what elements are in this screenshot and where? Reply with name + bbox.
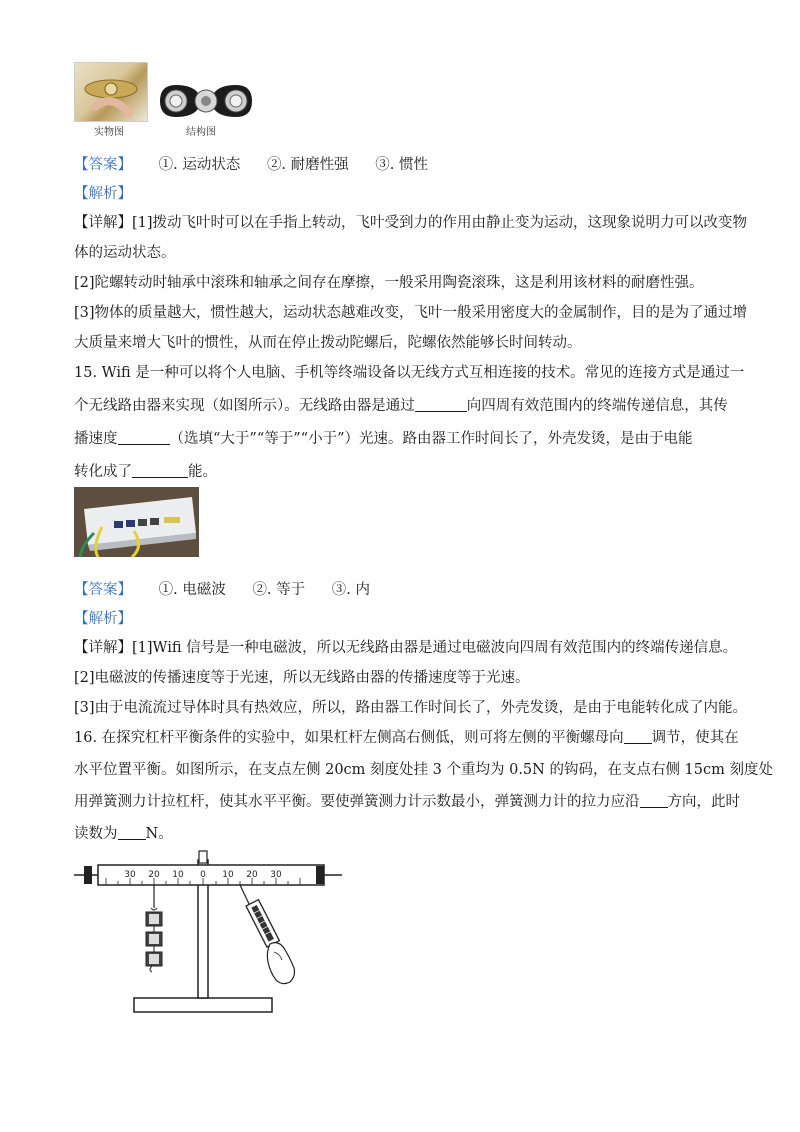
router-photo xyxy=(74,487,199,557)
detail-tag: 【详解】 xyxy=(74,640,132,656)
answer-blank xyxy=(640,793,668,808)
q15-detail-2: [2]电磁波的传播速度等于光速，所以无线路由器的传播速度等于光速。 xyxy=(74,670,530,686)
scale-label: 20 xyxy=(246,870,258,880)
answer-blank xyxy=(415,397,467,412)
q15-line-2: 个无线路由器来实现（如图所示）。无线路由器是通过 向四周有效范围内的终端传递信息，其传 xyxy=(74,398,728,414)
scale-label: 10 xyxy=(172,870,184,880)
stand-base xyxy=(134,998,272,1012)
q15-answer-line xyxy=(74,580,734,600)
spinner-structure-diagram xyxy=(158,82,254,120)
answer-tag: 【答案】 xyxy=(74,157,132,173)
q14-answer-line xyxy=(74,155,734,175)
q15-line-1: 15. Wifi 是一种可以将个人电脑、手机等终端设备以无线方式互相连接的技术。常见的连接方式是通过一 xyxy=(74,365,745,381)
scale-label: 0 xyxy=(200,870,206,880)
answer-item: ③. 内 xyxy=(331,582,370,598)
balance-nut-right xyxy=(316,866,324,884)
q14-detail-3a: [3]物体的质量越大，惯性越大，运动状态越难改变，飞叶一般采用密度大的金属制作，目的是为了通过增 xyxy=(74,305,748,321)
answer-blank xyxy=(118,430,170,445)
hand xyxy=(267,943,294,984)
spinner-photo xyxy=(74,62,148,122)
answer-item: ②. 耐磨性强 xyxy=(266,157,349,173)
q16-line-4: 读数为 N。 xyxy=(74,826,173,842)
q15-detail-1: 【详解】[1]Wifi 信号是一种电磁波，所以无线路由器是通过电磁波向四周有效范围内的终端传递信息。 xyxy=(74,640,738,656)
scale-label: 30 xyxy=(270,870,282,880)
answer-item: ①. 电磁波 xyxy=(158,582,226,598)
balance-nut-left xyxy=(84,866,92,884)
answer-blank xyxy=(132,463,188,478)
q14-detail-2: [2]陀螺转动时轴承中滚珠和轴承之间存在摩擦，一般采用陶瓷滚珠，这是利用该材料的耐磨性强。 xyxy=(74,275,704,291)
q15-line-4: 转化成了 能。 xyxy=(74,464,217,480)
scale-label: 30 xyxy=(124,870,136,880)
hooked-weights xyxy=(146,885,162,972)
answer-item: ③. 惯性 xyxy=(375,157,428,173)
q16-line-2: 水平位置平衡。如图所示，在支点左侧 20cm 刻度处挂 3 个重均为 0.5N 的钩码，在支点右侧 15cm 刻度处 xyxy=(74,762,773,778)
q14-detail-1b: 体的运动状态。 xyxy=(74,245,176,261)
answer-blank xyxy=(118,825,146,840)
q14-detail-3b: 大质量来增大飞叶的惯性，从而在停止拨动陀螺后，陀螺依然能够长时间转动。 xyxy=(74,335,582,351)
q15-detail-3: [3]由于电流流过导体时具有热效应，所以，路由器工作时间长了，外壳发烫，是由于电能转化成了内能。 xyxy=(74,700,748,716)
photo-caption: 实物图 xyxy=(94,127,124,138)
q14-detail-1a: 【详解】[1]拨动飞叶时可以在手指上转动，飞叶受到力的作用由静止变为运动，这现象说明力可以改变物 xyxy=(74,215,748,231)
diagram-caption: 结构图 xyxy=(186,127,216,138)
scale-label: 20 xyxy=(148,870,160,880)
detail-tag: 【详解】 xyxy=(74,215,132,231)
q16-line-3: 用弹簧测力计拉杠杆，使其水平平衡。要使弹簧测力计示数最小，弹簧测力计的拉力应沿 方向，此时 xyxy=(74,794,740,810)
spring-scale xyxy=(240,885,279,947)
answer-tag: 【答案】 xyxy=(74,582,132,598)
q16-line-1: 16. 在探究杠杆平衡条件的实验中，如果杠杆左侧高右侧低，则可将左侧的平衡螺母向 调节，使其在 xyxy=(74,730,739,746)
scale-label: 10 xyxy=(222,870,234,880)
answer-item: ②. 等于 xyxy=(252,582,306,598)
q15-line-3: 播速度 （选填“大于”“等于”“小于”）光速。路由器工作时间长了，外壳发烫，是由于电能 xyxy=(74,431,693,447)
answer-blank xyxy=(624,729,652,744)
answer-item: ①. 运动状态 xyxy=(158,157,241,173)
analysis-tag: 【解析】 xyxy=(74,186,132,202)
lever-apparatus-diagram xyxy=(74,848,344,1018)
analysis-tag: 【解析】 xyxy=(74,611,132,627)
